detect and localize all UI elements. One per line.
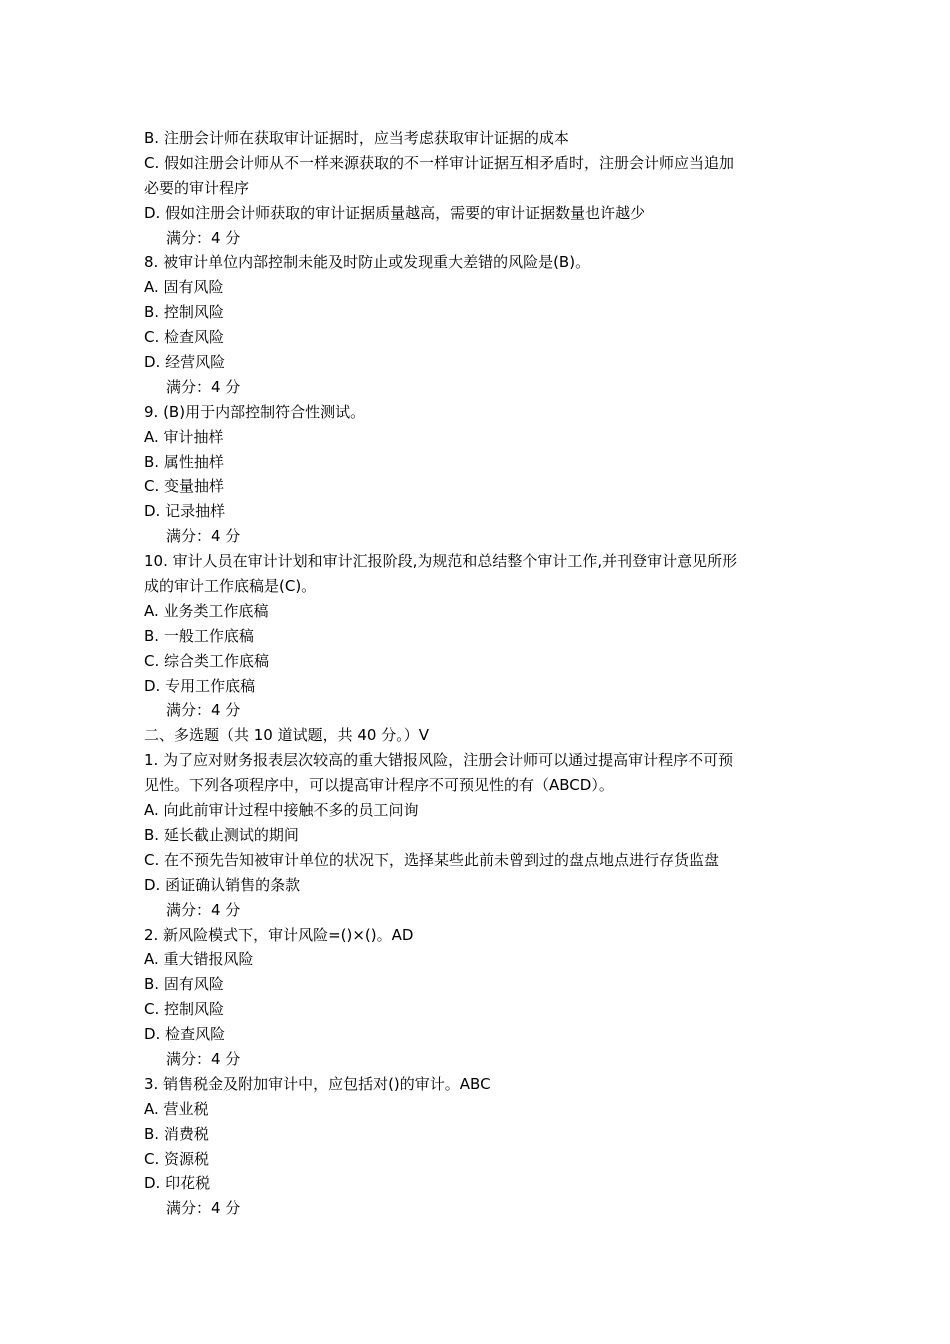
answer-option: C. 假如注册会计师从不一样来源获取的不一样审计证据互相矛盾时，注册会计师应当追加 bbox=[144, 153, 735, 172]
answer-option: B. 注册会计师在获取审计证据时，应当考虑获取审计证据的成本 bbox=[144, 129, 569, 147]
question-text: 8. 被审计单位内部控制未能及时防止或发现重大差错的风险是(B)。 bbox=[144, 253, 591, 272]
answer-option: B. 延长截止测试的期间 bbox=[144, 825, 299, 844]
answer-option: A. 营业税 bbox=[144, 1099, 209, 1118]
question-text: 10. 审计人员在审计计划和审计汇报阶段,为规范和总结整个审计工作,并刊登审计意见所形 bbox=[144, 552, 738, 571]
answer-option: D. 记录抽样 bbox=[144, 502, 226, 521]
question-text: 成的审计工作底稿是(C)。 bbox=[144, 577, 317, 596]
score-label: 满分：4 分 bbox=[166, 377, 241, 396]
answer-option: A. 业务类工作底稿 bbox=[144, 601, 269, 620]
question-text: 2. 新风险模式下，审计风险=()×()。AD bbox=[144, 925, 414, 944]
answer-option: D. 专用工作底稿 bbox=[144, 676, 256, 695]
answer-option: C. 控制风险 bbox=[144, 1000, 225, 1019]
answer-option: D. 经营风险 bbox=[144, 353, 226, 372]
score-label: 满分：4 分 bbox=[166, 527, 241, 546]
answer-option: B. 控制风险 bbox=[144, 303, 224, 322]
answer-option: D. 函证确认销售的条款 bbox=[144, 875, 301, 894]
score-label: 满分：4 分 bbox=[166, 1049, 241, 1068]
answer-option: 必要的审计程序 bbox=[144, 178, 250, 197]
answer-option: C. 检查风险 bbox=[144, 328, 225, 347]
score-label: 满分：4 分 bbox=[166, 228, 241, 247]
answer-option: C. 资源税 bbox=[144, 1149, 210, 1168]
answer-option: A. 固有风险 bbox=[144, 278, 224, 297]
answer-option: A. 向此前审计过程中接触不多的员工问询 bbox=[144, 801, 419, 820]
section-heading: 二、多选题（共 10 道试题，共 40 分。）V bbox=[144, 726, 430, 745]
question-text: 见性。下列各项程序中，可以提高审计程序不可预见性的有（ABCD）。 bbox=[144, 776, 614, 795]
answer-option: D. 印花税 bbox=[144, 1174, 211, 1193]
question-text: 3. 销售税金及附加审计中，应包括对()的审计。ABC bbox=[144, 1074, 491, 1093]
answer-option: D. 假如注册会计师获取的审计证据质量越高，需要的审计证据数量也许越少 bbox=[144, 203, 646, 222]
answer-option: C. 综合类工作底稿 bbox=[144, 651, 270, 670]
answer-option: A. 重大错报风险 bbox=[144, 950, 254, 969]
score-label: 满分：4 分 bbox=[166, 900, 241, 919]
question-text: 9. (B)用于内部控制符合性测试。 bbox=[144, 402, 366, 421]
answer-option: C. 变量抽样 bbox=[144, 477, 225, 496]
answer-option: B. 属性抽样 bbox=[144, 452, 224, 471]
answer-option: B. 一般工作底稿 bbox=[144, 626, 254, 645]
answer-option: C. 在不预先告知被审计单位的状况下，选择某些此前未曾到过的盘点地点进行存货监盘 bbox=[144, 850, 720, 869]
score-label: 满分：4 分 bbox=[166, 1199, 241, 1218]
answer-option: B. 消费税 bbox=[144, 1124, 209, 1143]
question-text: 1. 为了应对财务报表层次较高的重大错报风险，注册会计师可以通过提高审计程序不可预 bbox=[144, 751, 734, 770]
answer-option: B. 固有风险 bbox=[144, 975, 224, 994]
score-label: 满分：4 分 bbox=[166, 701, 241, 720]
document-body bbox=[144, 126, 824, 1221]
answer-option: D. 检查风险 bbox=[144, 1025, 226, 1044]
answer-option: A. 审计抽样 bbox=[144, 427, 224, 446]
